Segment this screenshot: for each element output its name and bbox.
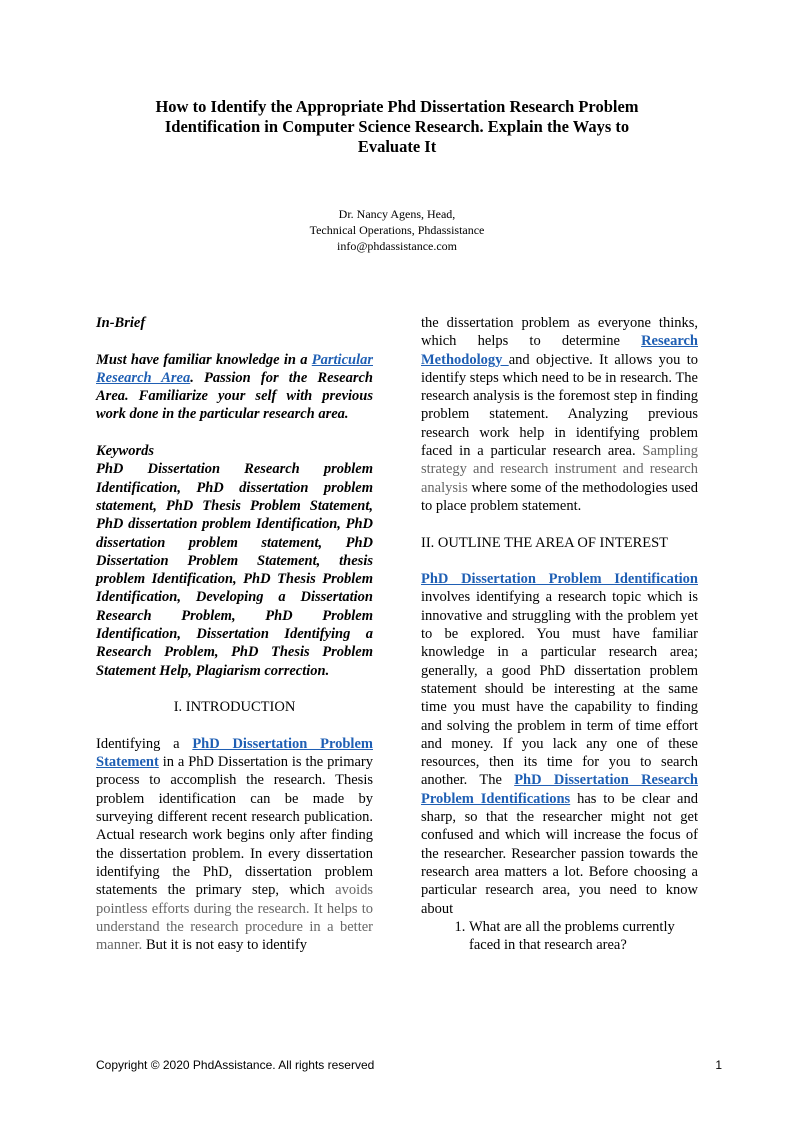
introduction-paragraph-continued [421,314,698,515]
copyright-text: Copyright © 2020 PhdAssistance. All rights reserved [96,1058,375,1072]
intro-grey-text: Sampling strategy and research instrument and research analysis [421,443,698,496]
right-column [421,314,698,954]
author-block [200,206,594,254]
outline-text: involves identifying a research topic which is innovative and struggling with the problem yet to be explored. You must have familiar knowledge in a particular research area; generally, a good PhD dissertation problem statement should be interesting at the same time you must have the capability to finding and solving the problem in term of time effort and money. If you lack any one of these resources, then its time for you to search another. The [421,589,698,789]
title-line: Identification in Computer Science Research. Explain the Ways to [164,117,630,136]
keywords-heading: Keywords [96,443,154,460]
intro-text: and objective. It allows you to identify steps which need to be in research. The research analysis is the foremost step in finding problem statement. Analyzing previous research work help in identifying problem faced in a particular research area. [421,351,699,460]
phd-dissertation-research-problem-identifications-link[interactable]: PhD Dissertation Research Problem Identifications [421,772,698,807]
intro-text: Identifying a [96,735,193,752]
left-column [96,314,373,954]
brief-text: Must have familiar knowledge in a [96,351,312,368]
author-email: info@phdassistance.com [336,239,458,253]
intro-text: where some of the methodologies used to place problem statement. [421,479,698,514]
intro-text: in a PhD Dissertation is the primary process to accomplish the research. Thesis problem identification can be made by surveying different recent research publication. Actual research work begins only after finding the dissertation problem. In every dissertation identifying the PhD, dissertation problem statements the primary step, which [96,754,373,899]
outline-list [421,918,698,955]
introduction-heading: I. INTRODUCTION [173,699,296,716]
brief-heading: In-Brief [96,315,146,331]
outline-paragraph [421,570,698,918]
keywords-text: PhD Dissertation Research problem Identification, PhD dissertation problem statement, PhD Thesis Problem Statement, PhD dissertation problem Identification, PhD dissertation problem statement, PhD Dissertation Problem Statement, thesis problem Identification, PhD Thesis Problem Identification, Developing a Dissertation Research Problem, PhD Problem Identification, Dissertation Identifying a Research Problem, PhD Thesis Problem Statement Help, Plagiarism correction. [96,461,373,679]
outline-text: has to be clear and sharp, so that the researcher might not get confused and which will increase the focus of the researcher. Researcher passion towards the research area matters a lot. Before choosing a particular research area, you need to know about [421,790,698,917]
outline-heading: II. OUTLINE THE AREA OF INTEREST [421,534,669,551]
introduction-paragraph [96,735,373,955]
title-line: Evaluate It [357,137,437,156]
author-affiliation: Technical Operations, Phdassistance [309,223,485,237]
intro-text: But it is not easy to identify [142,937,308,954]
title-line: How to Identify the Appropriate Phd Dissertation Research Problem [155,97,639,116]
phd-dissertation-problem-statement-link[interactable]: PhD Dissertation Problem Statement [96,735,373,771]
list-item: 1. What are all the problems currently faced in that research area? [469,918,698,955]
research-methodology-link[interactable]: Research Methodology [421,333,698,368]
author-name: Dr. Nancy Agens, Head, [338,207,456,221]
intro-grey-text: avoids pointless efforts during the research. It helps to understand the research procedure in a better manner. [96,882,373,954]
phd-dissertation-problem-identification-link[interactable]: PhD Dissertation Problem Identification [421,571,698,588]
brief-paragraph [96,351,373,424]
particular-research-area-link[interactable]: Particular Research Area [96,351,373,386]
paper-title [100,97,694,157]
page-number: 1 [715,1058,722,1072]
brief-text: . Passion for the Research Area. Familiarize your self with previous work done in the particular research area. [96,369,373,423]
intro-text: the dissertation problem as everyone thinks, which helps to determine [421,315,698,350]
